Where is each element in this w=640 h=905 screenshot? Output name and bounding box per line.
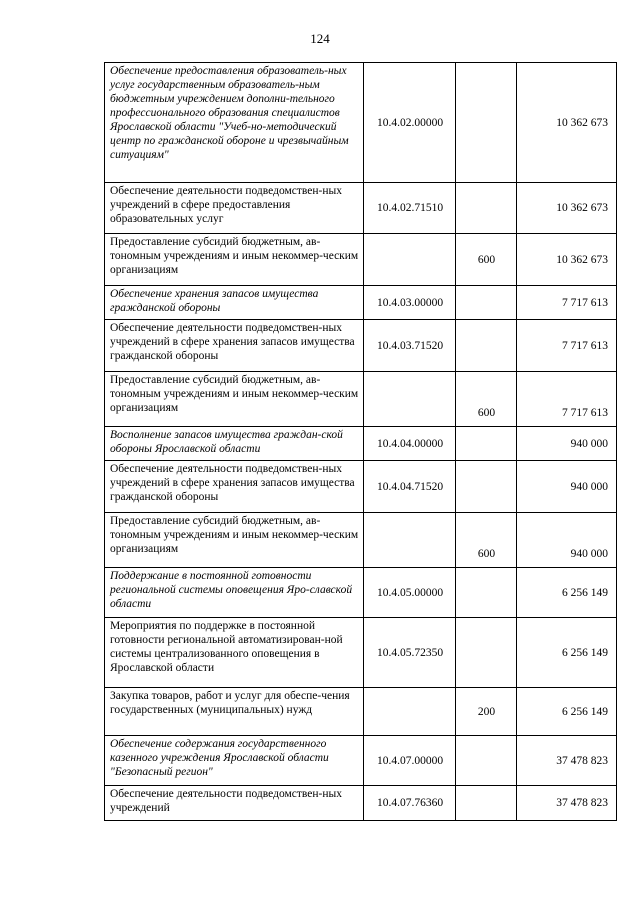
table-row: [105, 286, 617, 320]
row-amount: 37 478 823: [517, 736, 617, 786]
row-name: Мероприятия по поддержке в постоянной готовности региональной автоматизирован-ной системы централизованного оповещения в Ярославской области: [105, 618, 364, 688]
row-code: [364, 513, 456, 568]
row-name: Обеспечение деятельности подведомствен-ных учреждений в сфере хранения запасов имущества гражданской обороны: [105, 320, 364, 372]
row-amount: 940 000: [517, 461, 617, 513]
row-code: 10.4.03.00000: [364, 286, 456, 320]
row-code: 10.4.07.76360: [364, 786, 456, 821]
row-expense-type: 600: [456, 513, 517, 568]
row-amount: 37 478 823: [517, 786, 617, 821]
row-expense-type: 600: [456, 234, 517, 286]
row-expense-type: 600: [456, 372, 517, 427]
row-code: 10.4.03.71520: [364, 320, 456, 372]
row-expense-type: 200: [456, 688, 517, 736]
row-expense-type: [456, 63, 517, 183]
table-row: [105, 513, 617, 568]
row-name: Обеспечение деятельности подведомствен-ных учреждений: [105, 786, 364, 821]
row-expense-type: [456, 618, 517, 688]
row-code: 10.4.04.71520: [364, 461, 456, 513]
table-row: [105, 461, 617, 513]
row-amount: 6 256 149: [517, 618, 617, 688]
row-amount: 940 000: [517, 427, 617, 461]
row-expense-type: [456, 736, 517, 786]
row-amount: 10 362 673: [517, 63, 617, 183]
row-name: Поддержание в постоянной готовности региональной системы оповещения Яро-славской области: [105, 568, 364, 618]
row-amount: 7 717 613: [517, 286, 617, 320]
row-amount: 6 256 149: [517, 568, 617, 618]
row-code: [364, 372, 456, 427]
row-code: 10.4.05.72350: [364, 618, 456, 688]
table-row: [105, 63, 617, 183]
row-amount: 10 362 673: [517, 234, 617, 286]
row-name: Обеспечение содержания государственного казенного учреждения Ярославской области "Безопасный регион": [105, 736, 364, 786]
row-expense-type: [456, 183, 517, 234]
row-name: Обеспечение хранения запасов имущества гражданской обороны: [105, 286, 364, 320]
row-amount: 940 000: [517, 513, 617, 568]
table-row: [105, 786, 617, 821]
budget-table: [104, 62, 617, 821]
row-name: Обеспечение деятельности подведомствен-ных учреждений в сфере хранения запасов имущества гражданской обороны: [105, 461, 364, 513]
row-code: [364, 688, 456, 736]
row-code: 10.4.02.71510: [364, 183, 456, 234]
row-code: 10.4.04.00000: [364, 427, 456, 461]
table-row: [105, 736, 617, 786]
table-row: [105, 568, 617, 618]
row-name: Восполнение запасов имущества граждан-ской обороны Ярославской области: [105, 427, 364, 461]
row-expense-type: [456, 461, 517, 513]
table-row: [105, 427, 617, 461]
row-name: Закупка товаров, работ и услуг для обеспе-чения государственных (муниципальных) нужд: [105, 688, 364, 736]
table-row: [105, 372, 617, 427]
row-expense-type: [456, 786, 517, 821]
row-code: [364, 234, 456, 286]
row-name: Обеспечение деятельности подведомствен-ных учреждений в сфере предоставления образовательных услуг: [105, 183, 364, 234]
row-code: 10.4.07.00000: [364, 736, 456, 786]
row-amount: 7 717 613: [517, 372, 617, 427]
row-name: Предоставление субсидий бюджетным, ав-тономным учреждениям и иным некоммер-ческим организациям: [105, 513, 364, 568]
table-row: [105, 183, 617, 234]
table-row: [105, 688, 617, 736]
row-code: 10.4.05.00000: [364, 568, 456, 618]
row-amount: 10 362 673: [517, 183, 617, 234]
table-row: [105, 320, 617, 372]
row-name: Предоставление субсидий бюджетным, ав-тономным учреждениям и иным некоммер-ческим организациям: [105, 234, 364, 286]
row-expense-type: [456, 568, 517, 618]
table-row: [105, 618, 617, 688]
table-row: [105, 234, 617, 286]
row-code: 10.4.02.00000: [364, 63, 456, 183]
row-name: Предоставление субсидий бюджетным, ав-тономным учреждениям и иным некоммер-ческим организациям: [105, 372, 364, 427]
page-number: 124: [310, 31, 330, 46]
row-expense-type: [456, 427, 517, 461]
row-amount: 6 256 149: [517, 688, 617, 736]
row-amount: 7 717 613: [517, 320, 617, 372]
row-name: Обеспечение предоставления образователь-ных услуг государственным образователь-ным бюджетным учреждением дополни-тельного профессионального образования специалистов Ярославской области "Учеб-но-методический центр по гражданской обороне и чрезвычайным ситуациям": [105, 63, 364, 183]
row-expense-type: [456, 286, 517, 320]
row-expense-type: [456, 320, 517, 372]
